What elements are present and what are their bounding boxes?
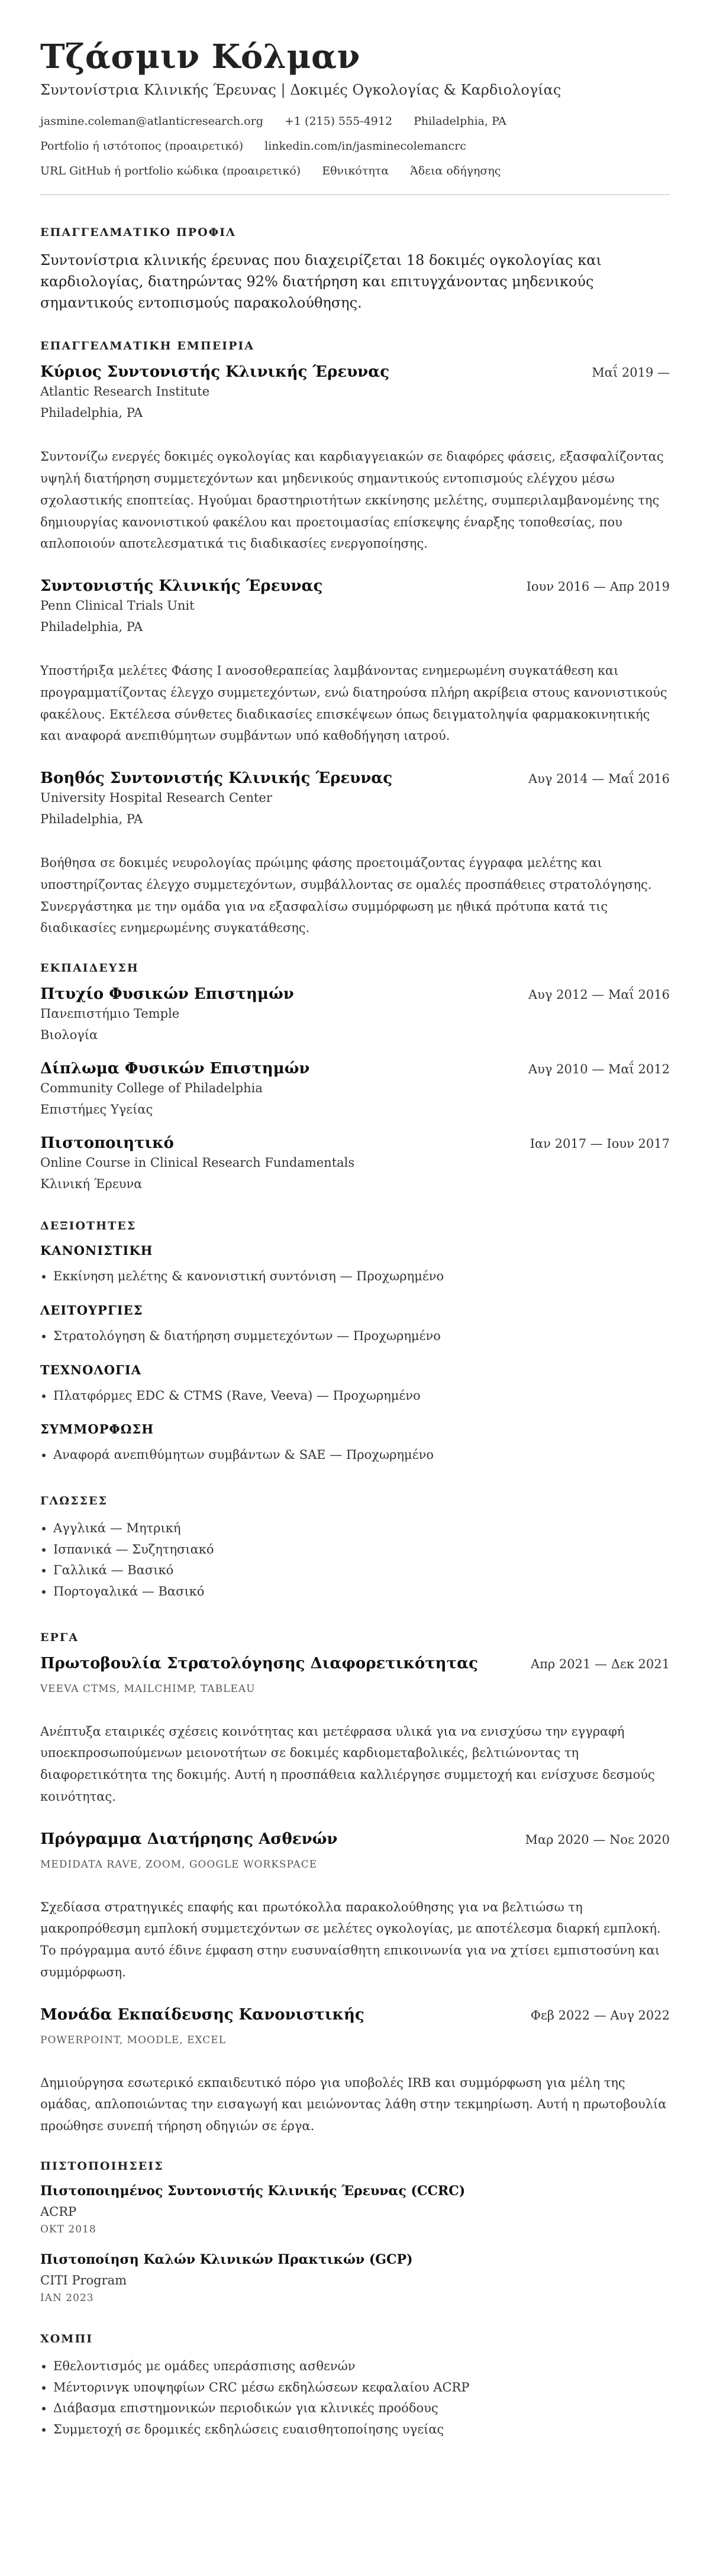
skill-list: [40, 1445, 670, 1466]
section-title-projects: ΕΡΓΑ: [40, 1630, 79, 1644]
project-name: Πρωτοβουλία Στρατολόγησης Διαφορετικότητας: [40, 1654, 478, 1672]
language-item: • Πορτογαλικά — Βασικό: [53, 1581, 670, 1603]
language-item: • Γαλλικά — Βασικό: [53, 1560, 670, 1581]
contact-portfolio[interactable]: Portfolio ή ιστότοπος (προαιρετικό): [40, 140, 244, 153]
certification-item: [40, 2183, 670, 2235]
candidate-name: Τζάσμιν Κόλμαν: [40, 37, 360, 76]
experience-description: Συντονίζω ενεργές δοκιμές ογκολογίας και καρδιαγγειακών σε διαφόρες φάσεις, εξασφαλίζοντας υψηλή διατήρηση συμμετεχόντων και μηδενικούς σημαντικούς εντοπισμούς ελέγχου μέσω σχολαστικής εποπτείας. Ηγούμαι δραστηριοτήτων εκκίνησης μελέτης, συμπεριλαμβανομένης της δημιουργίας κανονιστικού φακέλου και προετοιμασίας επίσκεψης έναρξης τοποθεσίας, που απλοποιούν αποτελεσματικά τις διαδικασίες ενεργοποίησης.: [40, 449, 664, 551]
certification-issuer: CITI Program: [40, 2273, 127, 2287]
project-date: Απρ 2021 — Δεκ 2021: [530, 1656, 670, 1671]
skill-item: • Στρατολόγηση & διατήρηση συμμετεχόντων — Προχωρημένο: [53, 1326, 670, 1347]
certification-issuer: ACRP: [40, 2204, 77, 2219]
project-item: [40, 1830, 670, 1983]
section-title-profile: ΕΠΑΓΓΕΛΜΑΤΙΚΟ ΠΡΟΦΙΛ: [40, 226, 236, 240]
experience-role: Συντονιστής Κλινικής Έρευνας: [40, 577, 323, 596]
education-item: [40, 1134, 670, 1191]
experience-org: Atlantic Research Institute: [40, 384, 210, 399]
hobby-item: • Εθελοντισμός με ομάδες υπεράσπισης ασθενών: [53, 2356, 670, 2377]
experience-role: Κύριος Συντονιστής Κλινικής Έρευνας: [40, 363, 390, 381]
project-name: Μονάδα Εκπαίδευσης Κανονιστικής: [40, 2005, 364, 2024]
project-date: Μαρ 2020 — Νοε 2020: [525, 1832, 670, 1847]
experience-location: Philadelphia, PA: [40, 620, 143, 635]
project-tech: MEDIDATA RAVE, ZOOM, GOOGLE WORKSPACE: [40, 1858, 318, 1870]
certification-date: ΟΚΤ 2018: [40, 2223, 96, 2235]
section-title-hobbies: ΧΟΜΠΙ: [40, 2332, 93, 2345]
section-title-skills: ΔΕΞΙΟΤΗΤΕΣ: [40, 1219, 137, 1233]
education-school: Πανεπιστήμιο Temple: [40, 1007, 180, 1021]
experience-item: [40, 769, 670, 939]
education-school: Online Course in Clinical Research Fundamentals: [40, 1156, 355, 1170]
experience-org: Penn Clinical Trials Unit: [40, 598, 195, 613]
education-field: Κλινική Έρευνα: [40, 1177, 143, 1192]
hobby-item: • Μέντορινγκ υποψηφίων CRC μέσω εκδηλώσεων κεφαλαίου ACRP: [53, 2377, 670, 2399]
skill-category: ΤΕΧΝΟΛΟΓΙΑ: [40, 1362, 142, 1377]
skill-category: ΣΥΜΜΟΡΦΩΣΗ: [40, 1422, 154, 1437]
experience-description: Υποστήριξα μελέτες Φάσης I ανοσοθεραπείας λαμβάνοντας ενημερωμένη συγκατάθεση και προγραμματίζοντας έλεγχο συμμετεχόντων, ενώ διατηρούσα πλήρη ακρίβεια στους κανονιστικούς φακέλους. Εκτέλεσα σύνθετες διαδικασίες επισκέψεων όπως δειγματοληψία φαρμακοκινητικής και αναφορά ανεπιθύμητων συμβάντων υπό καθοδήγηση ιατρού.: [40, 664, 667, 743]
project-item: [40, 1655, 670, 1808]
education-date: Αυγ 2012 — Μαΐ 2016: [528, 988, 670, 1002]
experience-org: University Hospital Research Center: [40, 791, 272, 805]
experience-role: Βοηθός Συντονιστής Κλινικής Έρευνας: [40, 769, 393, 788]
experience-description: Βοήθησα σε δοκιμές νευρολογίας πρώιμης φάσης προετοιμάζοντας έγγραφα μελέτης και υποστηρίζοντας έλεγχο συμμετεχόντων, συμβάλλοντας σε ομαλές προσπάθειες στρατολόγησης. Συνεργάστηκα με την ομάδα για να εξασφαλίσω συμμόρφωση με ηθικά πρότυπα κατά τις διαδικασίες ενημερωμένης συγκατάθεσης.: [40, 856, 652, 936]
experience-date: Ιουν 2016 — Απρ 2019: [526, 580, 670, 594]
education-degree: Πτυχίο Φυσικών Επιστημών: [40, 985, 294, 1004]
education-degree: Δίπλωμα Φυσικών Επιστημών: [40, 1060, 310, 1078]
contact-driving-license: Άδεια οδήγησης: [410, 164, 501, 178]
skill-list: [40, 1386, 670, 1407]
education-item: [40, 1060, 670, 1117]
certification-date: ΙΑΝ 2023: [40, 2292, 94, 2304]
hobby-list: [40, 2356, 670, 2441]
project-description: Δημιούργησα εσωτερικό εκπαιδευτικό πόρο για υποβολές IRB και συμμόρφωση για μέλη της ομάδας, απλοποιώντας την εισαγωγή και μειώνοντας λάθη στην τεκμηρίωση. Αυτή η πρωτοβουλία προώθησε συνεπή τήρηση οδηγιών σε έργα.: [40, 2075, 667, 2134]
section-title-education: ΕΚΠΑΙΔΕΥΣΗ: [40, 962, 139, 975]
education-field: Επιστήμες Υγείας: [40, 1102, 153, 1117]
experience-date: Αυγ 2014 — Μαΐ 2016: [528, 772, 670, 787]
language-item: • Αγγλικά — Μητρική: [53, 1518, 670, 1539]
project-tech: VEEVA CTMS, MAILCHIMP, TABLEAU: [40, 1682, 256, 1695]
hobby-item: • Συμμετοχή σε δρομικές εκδηλώσεις ευαισθητοποίησης υγείας: [53, 2419, 670, 2441]
contact-phone[interactable]: +1 (215) 555-4912: [284, 115, 393, 128]
language-list: [40, 1518, 670, 1603]
education-date: Αυγ 2010 — Μαΐ 2012: [528, 1062, 670, 1077]
contact-github[interactable]: URL GitHub ή portfolio κώδικα (προαιρετικό): [40, 164, 301, 178]
language-item: • Ισπανικά — Συζητησιακό: [53, 1539, 670, 1561]
candidate-headline: Συντονίστρια Κλινικής Έρευνας | Δοκιμές Ογκολογίας & Καρδιολογίας: [40, 82, 561, 99]
skill-item: • Εκκίνηση μελέτης & κανονιστική συντόνιση — Προχωρημένο: [53, 1266, 670, 1287]
experience-date: Μαΐ 2019 —: [592, 365, 670, 380]
experience-item: [40, 577, 670, 747]
project-date: Φεβ 2022 — Αυγ 2022: [530, 2008, 670, 2022]
skill-item: • Πλατφόρμες EDC & CTMS (Rave, Veeva) — Προχωρημένο: [53, 1386, 670, 1407]
section-title-experience: ΕΠΑΓΓΕΛΜΑΤΙΚΗ ΕΜΠΕΙΡΙΑ: [40, 339, 254, 353]
header-divider: [40, 194, 670, 195]
education-item: [40, 985, 670, 1042]
skill-list: [40, 1326, 670, 1347]
contact-row-2: [40, 140, 670, 153]
education-degree: Πιστοποιητικό: [40, 1134, 174, 1153]
contact-linkedin[interactable]: linkedin.com/in/jasminecolemancrc: [264, 140, 466, 153]
section-title-languages: ΓΛΩΣΣΕΣ: [40, 1494, 108, 1507]
contact-location: Philadelphia, PA: [414, 115, 506, 128]
certification-name: Πιστοποίηση Καλών Κλινικών Πρακτικών (GCP): [40, 2251, 413, 2267]
project-item: [40, 2006, 670, 2137]
education-date: Ιαν 2017 — Ιουν 2017: [530, 1137, 670, 1151]
certification-name: Πιστοποιημένος Συντονιστής Κλινικής Έρευνας (CCRC): [40, 2183, 466, 2199]
contact-email[interactable]: jasmine.coleman@atlanticresearch.org: [40, 115, 263, 128]
contact-row-1: [40, 115, 670, 128]
skill-category: ΚΑΝΟΝΙΣΤΙΚΗ: [40, 1243, 153, 1258]
profile-summary: Συντονίστρια κλινικής έρευνας που διαχειρίζεται 18 δοκιμές ογκολογίας και καρδιολογίας, διατηρώντας 92% διατήρηση και επιτυγχάνοντας μηδενικούς σημαντικούς εντοπισμούς παρακολούθησης.: [40, 252, 602, 312]
experience-location: Philadelphia, PA: [40, 406, 143, 420]
experience-location: Philadelphia, PA: [40, 812, 143, 827]
project-description: Ανέπτυξα εταιρικές σχέσεις κοινότητας και μετέφρασα υλικά για να ενισχύσω την εγγραφή υποεκπροσωπούμενων μειονοτήτων σε δοκιμές καρδιομεταβολικές, βελτιώνοντας τη διαφορετικότητα της δοκιμής. Αυτή η προσπάθεια καλλιέργησε συμμετοχή και ενίσχυσε δεσμούς κοινότητας.: [40, 1724, 655, 1804]
project-tech: POWERPOINT, MOODLE, EXCEL: [40, 2034, 227, 2046]
contact-nationality: Εθνικότητα: [322, 164, 389, 178]
certification-item: [40, 2252, 670, 2304]
hobby-item: • Διάβασμα επιστημονικών περιοδικών για κλινικές προόδους: [53, 2398, 670, 2419]
skill-list: [40, 1266, 670, 1287]
education-field: Βιολογία: [40, 1028, 98, 1043]
experience-item: [40, 363, 670, 555]
skill-category: ΛΕΙΤΟΥΡΓΙΕΣ: [40, 1302, 143, 1318]
education-school: Community College of Philadelphia: [40, 1081, 263, 1096]
section-title-certifications: ΠΙΣΤΟΠΟΙΗΣΕΙΣ: [40, 2159, 164, 2173]
contact-row-3: [40, 164, 670, 177]
project-name: Πρόγραμμα Διατήρησης Ασθενών: [40, 1830, 338, 1848]
project-description: Σχεδίασα στρατηγικές επαφής και πρωτόκολλα παρακολούθησης για να βελτιώσω τη μακροπρόθεσμη εμπλοκή συμμετεχόντων σε μελέτες ογκολογίας, με αποτέλεσμα διαρκή εμπλοκή. Το πρόγραμμα αυτό έδινε έμφαση στην ευσυναίσθητη επικοινωνία για να χτίσει εμπιστοσύνη και συμμόρφωση.: [40, 1899, 661, 1979]
skill-item: • Αναφορά ανεπιθύμητων συμβάντων & SAE — Προχωρημένο: [53, 1445, 670, 1466]
